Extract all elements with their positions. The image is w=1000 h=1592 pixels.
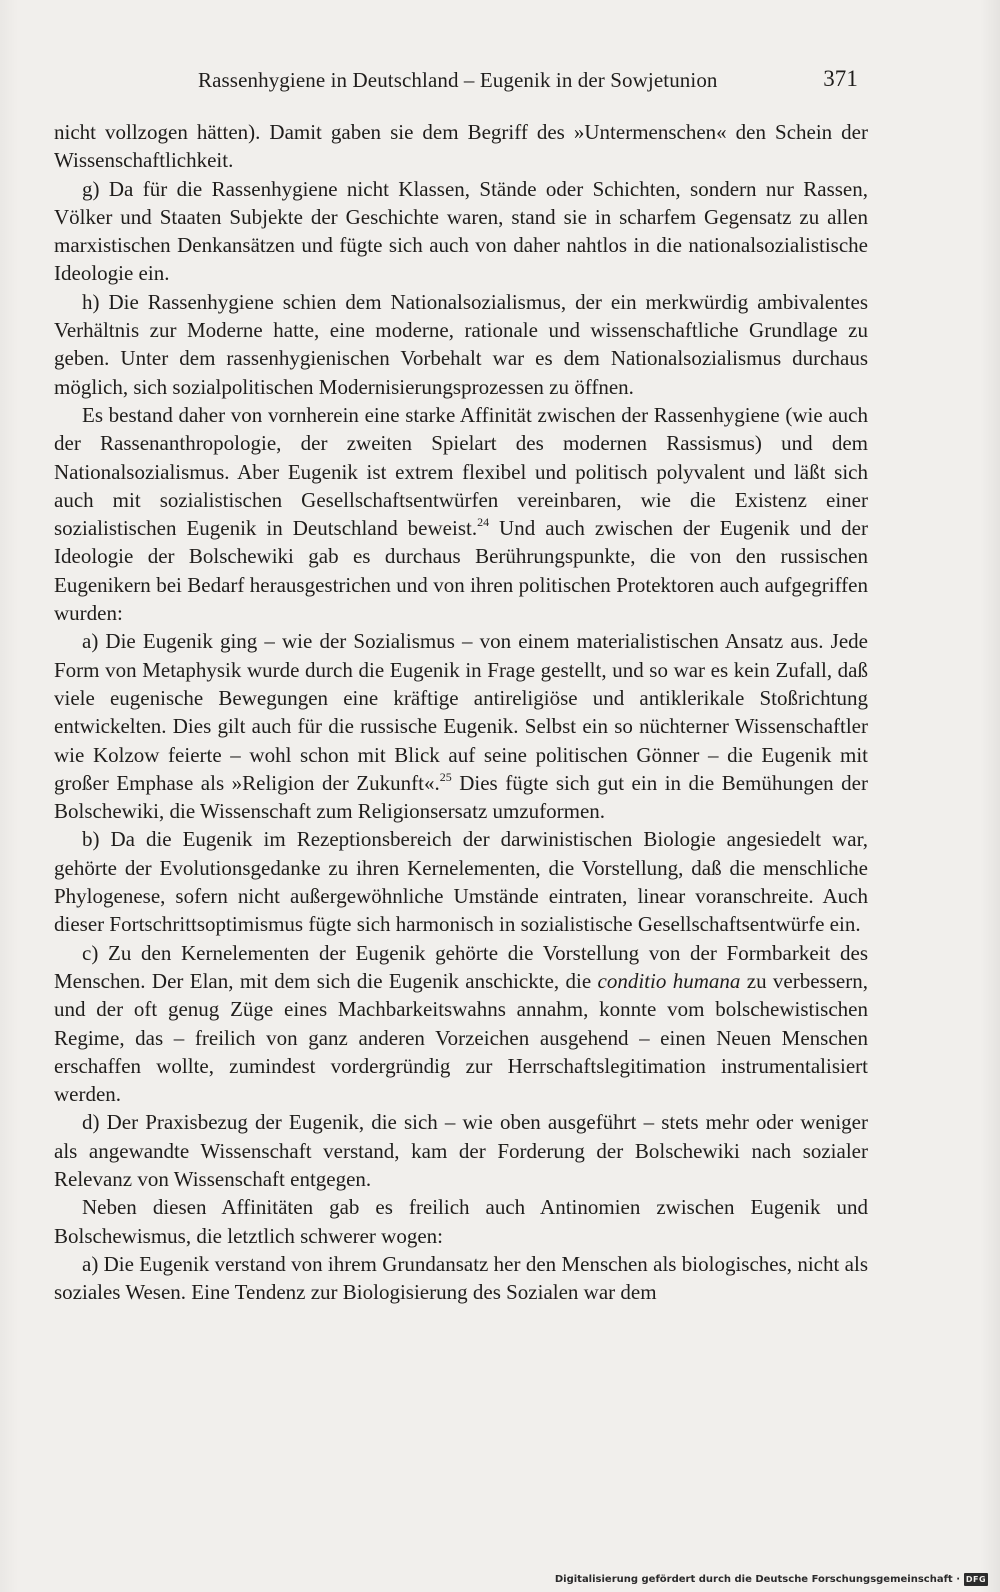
paragraph-5 xyxy=(54,627,868,825)
paragraph-10: a) Die Eugenik verstand von ihrem Grundansatz her den Menschen als biologisches, nicht als soziales Wesen. Eine Tendenz zur Biologisierung des Sozialen war dem xyxy=(54,1251,868,1305)
paragraph-1: nicht vollzogen hätten). Damit gaben sie dem Begriff des »Untermenschen« den Schein der Wissenschaftlichkeit. xyxy=(54,120,868,173)
paragraph-8: d) Der Praxisbezug der Eugenik, die sich – wie oben ausgeführt – stets mehr oder weniger als angewandte Wissenschaft verstand, kam der Forderung der Bolschewiki nach sozialer Relevanz von Wissenschaft entgegen. xyxy=(54,1110,868,1191)
footnote-ref-24: 24 xyxy=(477,515,490,530)
paragraph-3: h) Die Rassenhygiene schien dem Nationalsozialismus, der ein merkwürdig ambivalentes Verhältnis zur Moderne hatte, eine moderne, rationale und wissenschaftliche Grundlage zu geben. Unter dem rassenhygienischen Vorbehalt war es dem Nationalsozialismus durchaus möglich, sich sozialpolitischen Modernisierungsprozessen zu öffnen. xyxy=(54,289,868,399)
paragraph-7-text-a: c) Zu den Kernelementen der Eugenik gehörte die Vorstellung von der Formbarkeit des Menschen. Der Elan, mit dem sich die Eugenik anschickte, die xyxy=(54,940,868,993)
running-title: Rassenhygiene in Deutschland – Eugenik in der Sowjetunion xyxy=(198,68,718,92)
running-head xyxy=(198,68,858,98)
paragraph-4 xyxy=(54,401,868,627)
paragraph-6: b) Da die Eugenik im Rezeptionsbereich der darwinistischen Biologie angesiedelt war, gehörte der Evolutionsgedanke zu ihren Kernelementen, die Vorstellung, daß die menschliche Phylogenese, sofern nicht außergewöhnliche Umstände eintraten, linear voranschreite. Auch dieser Fortschrittsoptimismus fügte sich harmonisch in sozialistische Gesellschaftsentwürfe ein. xyxy=(54,827,868,937)
paragraph-9: Neben diesen Affinitäten gab es freilich auch Antinomien zwischen Eugenik und Bolschewismus, die letztlich schwerer wogen: xyxy=(54,1195,868,1248)
digitization-footer xyxy=(555,1570,988,1588)
paragraph-2: g) Da für die Rassenhygiene nicht Klassen, Stände oder Schichten, sondern nur Rassen, Völker und Staaten Subjekte der Geschichte waren, stand sie in scharfem Gegensatz zu allen marxistischen Denkansätzen und fügte sich auch von daher nahtlos in die nationalsozialistische Ideologie ein. xyxy=(54,176,868,286)
page-number: 371 xyxy=(823,66,858,91)
footer-credit: Digitalisierung gefördert durch die Deutsche Forschungsgemeinschaft · xyxy=(554,1573,960,1585)
footnote-ref-25: 25 xyxy=(439,769,452,784)
paragraph-4-text-b: Und auch zwischen der Eugenik und der Ideologie der Bolschewiki gab es durchaus Berührungspunkte, die von den russischen Eugenikern bei Bedarf herausgestrichen und von ihren politischen Protektoren auch aufgegriffen wurden: xyxy=(54,516,868,626)
dfg-logo-icon: DFG xyxy=(965,1574,987,1584)
paragraph-7-text-b: zu verbessern, und der oft genug Züge eines Machbarkeitswahns annahm, konnte vom bolschewistischen Regime, das – freilich von ganz anderen Vorzeichen ausgehend – einen Neuen Menschen erschaffen wollte, zumindest vordergründig zur Herrschaftslegitimation instrumentalisiert werden. xyxy=(54,968,868,1107)
paragraph-4-text-a: Es bestand daher von vornherein eine starke Affinität zwischen der Rassenhygiene (wie auch der Rassenanthropologie, der zweiten Spielart des modernen Rassismus) und dem Nationalsozialismus. Aber Eugenik ist extrem flexibel und politisch polyvalent und läßt sich auch mit sozialistischen Gesellschaftsentwürfen vereinbaren, wie die Existenz einer sozialistischen Eugenik in Deutschland beweist. xyxy=(54,402,868,541)
paragraph-7 xyxy=(54,939,868,1109)
paragraph-7-italic: conditio humana xyxy=(597,968,741,993)
paragraph-5-text-b: Dies fügte sich gut ein in die Bemühungen der Bolschewiki, die Wissenschaft zum Religionsersatz umzuformen. xyxy=(54,770,868,824)
body-text xyxy=(54,118,868,1306)
paragraph-5-text-a: a) Die Eugenik ging – wie der Sozialismus – von einem materialistischen Ansatz aus. Jede Form von Metaphysik wurde durch die Eugenik in Frage gestellt, und so war es kein Zufall, daß viele eugenische Bewegungen eine kräftige antireligiöse und antiklerikale Stoßrichtung entwickelten. Dies gilt auch für die russische Eugenik. Selbst ein so nüchterner Wissenschaftler wie Kolzow feierte – wohl schon mit Blick auf seine politischen Gönner – die Eugenik mit großer Emphase als »Religion der Zukunft«. xyxy=(54,629,868,795)
